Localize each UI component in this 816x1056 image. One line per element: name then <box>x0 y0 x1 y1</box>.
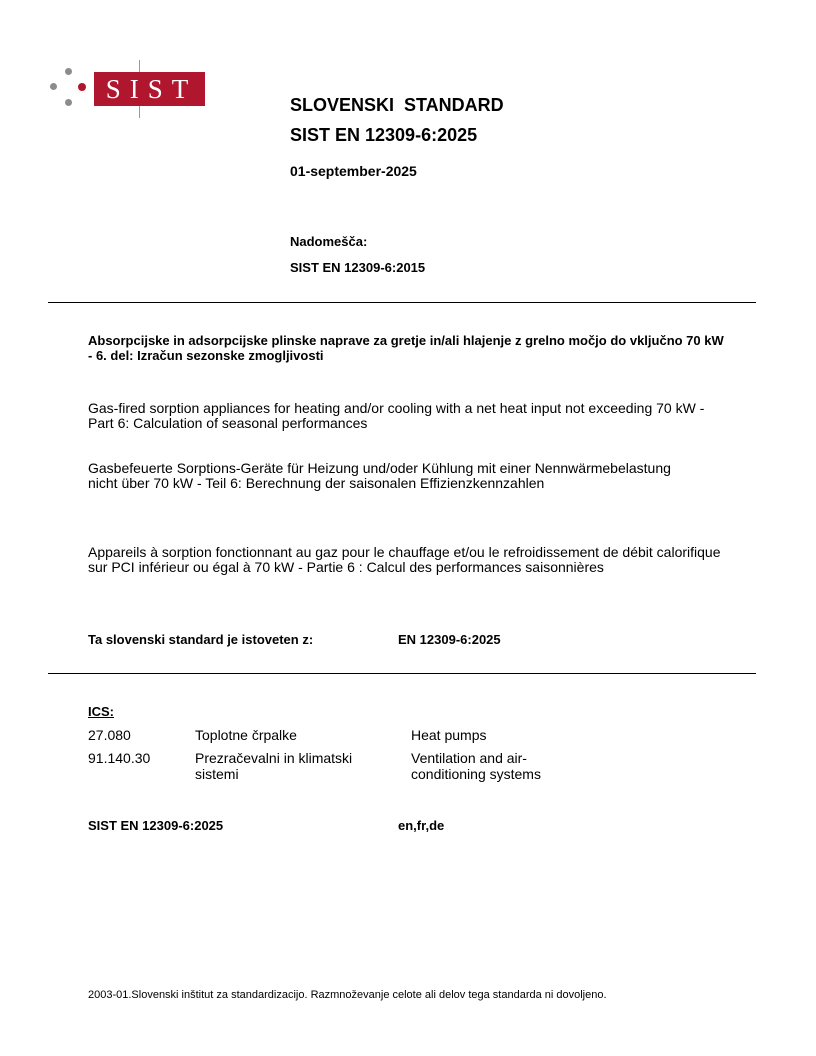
bottom-standard-number: SIST EN 12309-6:2025 <box>88 818 224 833</box>
identical-label: Ta slovenski standard je istoveten z: <box>88 632 314 647</box>
ics-english: Ventilation and air-conditioning systems <box>411 750 541 782</box>
ics-code: 27.080 <box>88 727 131 743</box>
replaces-value: SIST EN 12309-6:2015 <box>290 260 426 275</box>
ics-heading: ICS: <box>88 704 114 719</box>
divider <box>48 673 756 674</box>
title-french: Appareils à sorption fonctionnant au gaz pour le chauffage et/ou le refroidissement de débit calorifique sur PCI inférieur ou égal à 70 kW - Partie 6 : Calcul des performances saisonnières <box>88 544 721 575</box>
logo-dot <box>50 83 57 90</box>
ics-english: Heat pumps <box>411 727 487 743</box>
publication-date: 01-september-2025 <box>290 163 417 179</box>
title-slovenian: Absorpcijske in adsorpcijske plinske naprave za gretje in/ali hlajenje z grelno močjo do vključno 70 kW - 6. del: Izračun sezonske zmogljivosti <box>88 333 724 363</box>
sist-logo: SIST <box>94 72 205 106</box>
ics-slovenian: Prezračevalni in klimatski sistemi <box>195 750 353 782</box>
ics-slovenian: Toplotne črpalke <box>195 727 297 743</box>
ics-code: 91.140.30 <box>88 750 151 766</box>
logo-dot <box>65 99 72 106</box>
replaces-label: Nadomešča: <box>290 234 368 249</box>
title-english: Gas-fired sorption appliances for heating and/or cooling with a net heat input not exceeding 70 kW - Part 6: Calculation of seasonal performances <box>88 400 705 431</box>
languages: en,fr,de <box>398 818 445 833</box>
copyright-footer: 2003-01.Slovenski inštitut za standardizacijo. Razmnoževanje celote ali delov tega standarda ni dovoljeno. <box>88 989 607 1001</box>
document-type: SLOVENSKI STANDARD <box>290 95 504 115</box>
identical-value: EN 12309-6:2025 <box>398 632 501 647</box>
logo-dot <box>78 83 86 91</box>
title-german: Gasbefeuerte Sorptions-Geräte für Heizung und/oder Kühlung mit einer Nennwärmebelastung nicht über 70 kW - Teil 6: Berechnung der saisonalen Effizienzkennzahlen <box>88 460 671 491</box>
logo-dot <box>65 68 72 75</box>
divider <box>48 302 756 303</box>
standard-number: SIST EN 12309-6:2025 <box>290 125 478 145</box>
